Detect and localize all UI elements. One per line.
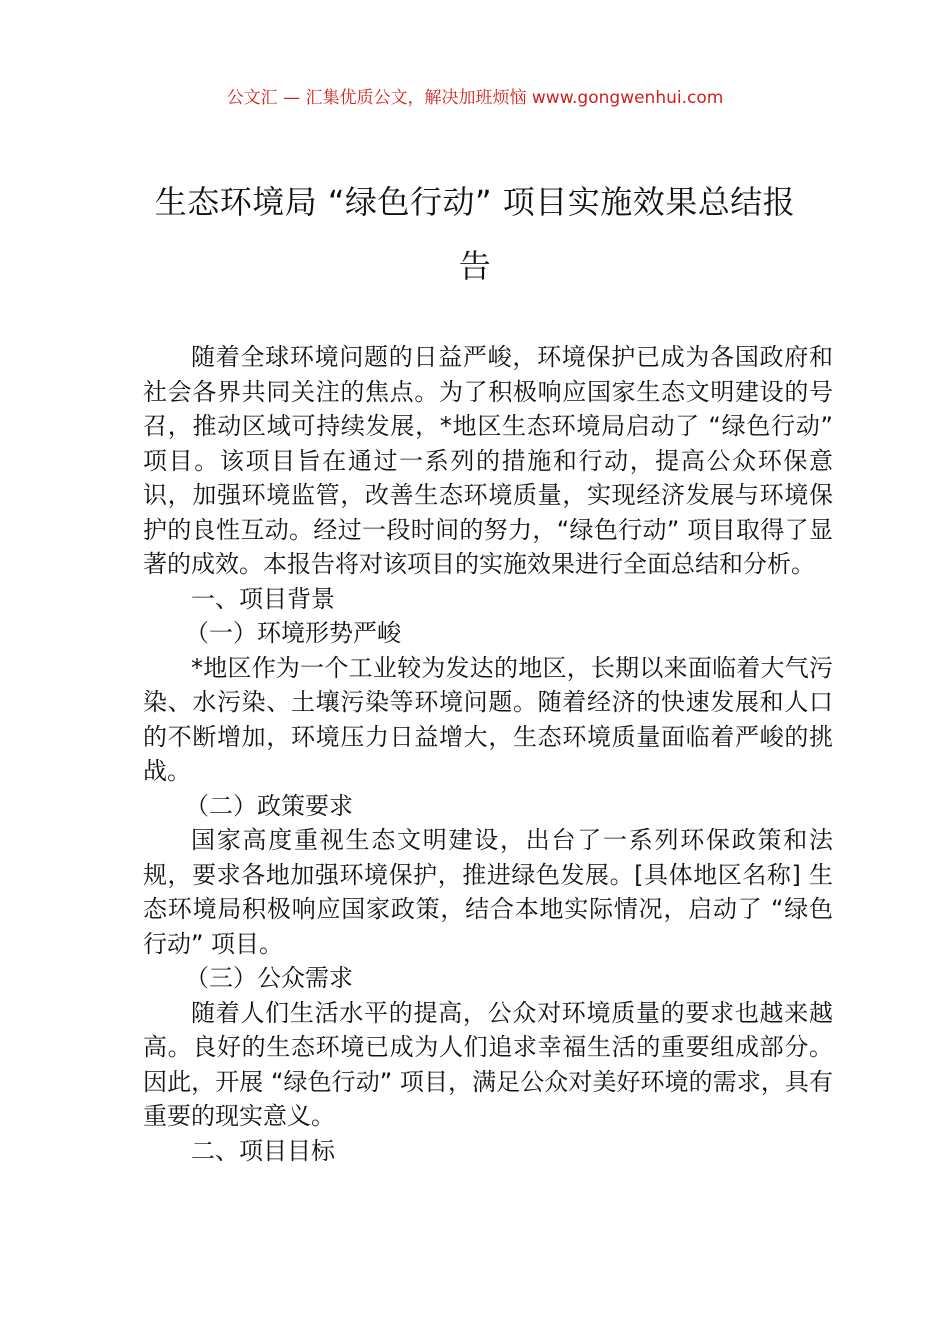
subsection-heading-public-demand: （三）公众需求 [185,964,353,992]
intro-paragraph: 随着全球环境问题的日益严峻，环境保护已成为各国政府和社会各界共同关注的焦点。为了积极响应国家生态文明建设的号召，推动区域可持续发展，*地区生态环境局启动了 “绿色行动” 项目。该项目旨在通过一系列的措施和行动，提高公众环保意识，加强环境监管，改善生态环境质量，实现经济发展与环境保护的良性互动。经过一段时间的努力，“绿色行动” 项目取得了显著的成效。本报告将对该项目的实施效果进行全面总结和分析。 [143,343,833,578]
subsection-heading-policy: （二）政策要求 [185,791,353,820]
public-demand-paragraph: 随着人们生活水平的提高，公众对环境质量的要求也越来越高。良好的生态环境已成为人们追求幸福生活的重要组成部分。因此，开展 “绿色行动” 项目，满足公众对美好环境的需求，具有重要的现实意义。 [143,998,833,1130]
section-heading-background: 一、项目背景 [191,584,335,613]
subsection-heading-environment: （一）环境形势严峻 [185,619,401,647]
watermark-header: 公文汇 — 汇集优质公文，解决加班烦恼 www.gongwenhui.com [226,88,724,108]
document-title: 生态环境局 “绿色行动” 项目实施效果总结报告 [154,183,796,285]
section-heading-goals: 二、项目目标 [191,1136,335,1165]
environment-paragraph: *地区作为一个工业较为发达的地区，长期以来面临着大气污染、水污染、土壤污染等环境问题。随着经济的快速发展和人口的不断增加，环境压力日益增大，生态环境质量面临着严峻的挑战。 [143,653,833,785]
policy-paragraph: 国家高度重视生态文明建设，出台了一系列环保政策和法规，要求各地加强环境保护，推进绿色发展。[具体地区名称] 生态环境局积极响应国家政策，结合本地实际情况，启动了 “绿色行动” 项目。 [143,826,833,958]
document-body [143,340,833,1168]
